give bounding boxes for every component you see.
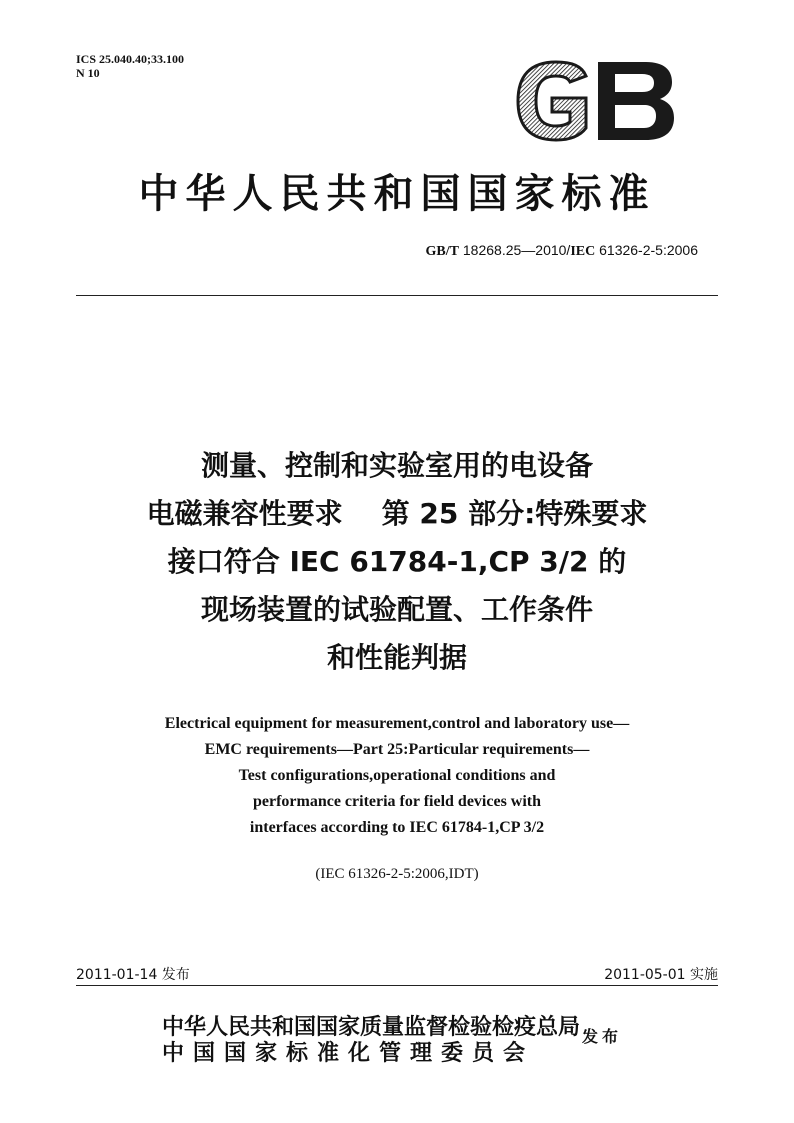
chinese-title-line-5: 和性能判据 [326,641,467,674]
ccs-code: N 10 [76,66,100,80]
implementation-date: 2011-05-01 实施 [604,967,718,983]
chinese-title [0,442,794,682]
gb-logo-graphic [512,58,678,144]
chinese-title-line-1: 测量、控制和实验室用的电设备 [200,449,593,482]
chinese-title-line-4: 现场装置的试验配置、工作条件 [200,593,593,626]
publish-date: 2011-01-14 发布 [76,967,190,983]
equivalence-note: (IEC 61326-2-5:2006,IDT) [315,866,479,882]
header-divider [76,295,718,296]
issue-label: 发布 [582,1027,623,1046]
english-title-line-3: Test configurations,operational conditions and [238,767,556,784]
classification-codes [76,52,184,80]
chinese-title-line-3: 接口符合 IEC 61784-1,CP 3/2 的 [167,545,627,578]
english-title-line-2: EMC requirements—Part 25:Particular requirements— [204,741,590,758]
english-title [0,711,794,841]
standard-code: 18268.25—2010/ [462,242,571,258]
iec-prefix: IEC [570,244,596,259]
issuer-aqsiq: 中华人民共和国国家质量监督检验检疫总局 [162,1014,581,1040]
english-title-line-4: performance criteria for field devices with [252,793,542,810]
english-title-line-5: interfaces according to IEC 61784-1,CP 3/2 [249,819,545,836]
issuer-sac: 中国国家标准化管理委员会 [162,1040,535,1066]
standard-prefix: GB/T [425,244,459,259]
chinese-title-line-2: 电磁兼容性要求 第 25 部分:特殊要求 [146,497,648,530]
gb-logo [512,58,678,144]
standard-number [426,242,698,260]
footer-divider [76,985,718,986]
ics-code: ICS 25.040.40;33.100 [76,52,185,66]
iec-code: 61326-2-5:2006 [599,242,698,258]
country-standard-title: 中华人民共和国国家标准 [138,170,656,217]
english-title-line-1: Electrical equipment for measurement,control and laboratory use— [164,715,630,732]
